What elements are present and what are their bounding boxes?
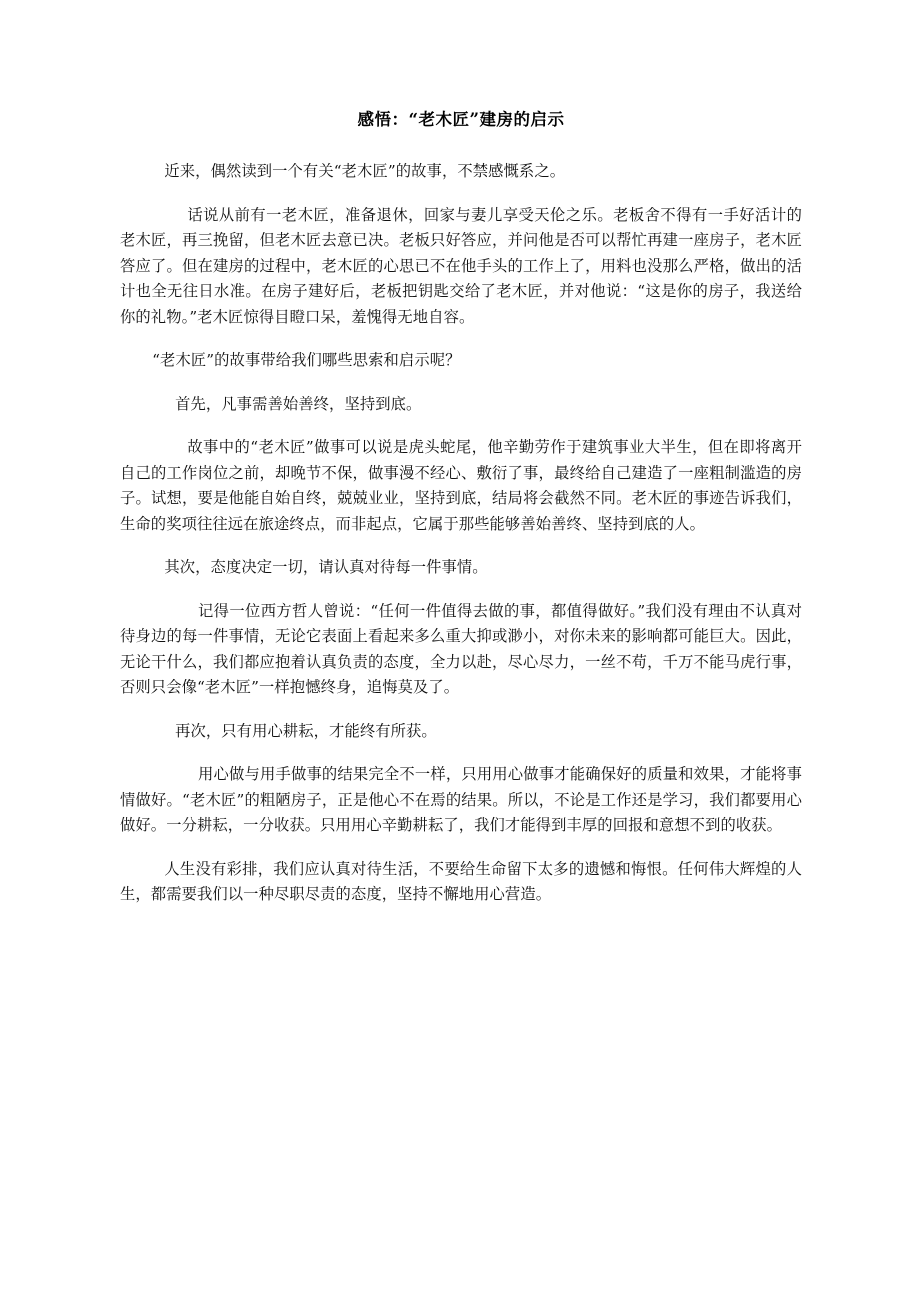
paragraph-3: “老木匠”的故事带给我们哪些思索和启示呢？ [152,351,461,370]
paragraph-2: 话说从前有一老木匠，准备退休，回家与妻儿享受天伦之乐。老板舍不得有一手好活计的老木匠，再三挽留，但老木匠去意已决。老板只好答应，并问他是否可以帮忙再建一座房子，老木匠答应了。但在建房的过程中，老木匠的心思已不在他手头的工作上了，用料也没那么严格，做出的活计也全无往日水准。在房子建好后，老板把钥匙交给了老木匠，并对他说：“这是你的房子，我送给你的礼物。”老木匠惊得目瞪口呆，羞愧得无地自容。 [120,205,802,326]
paragraph-10: 人生没有彩排，我们应认真对待生活，不要给生命留下太多的遗憾和悔恨。任何伟大辉煌的人生，都需要我们以一种尽职尽责的态度，坚持不懈地用心营造。 [120,859,802,904]
paragraph-7: 记得一位西方哲人曾说：“任何一件值得去做的事，都值得做好。”我们没有理由不认真对待身边的每一件事情，无论它表面上看起来多么重大抑或渺小，对你未来的影响都可能巨大。因此，无论干什么，我们都应抱着认真负责的态度，全力以赴，尽心尽力，一丝不苟，千万不能马虎行事，否则只会像“老木匠”一样抱憾终身，追悔莫及了。 [120,601,802,697]
document-body [120,159,802,908]
paragraph-4: 首先，凡事需善始善终，坚持到底。 [175,394,422,413]
paragraph-1: 近来，偶然读到一个有关“老木匠”的故事，不禁感慨系之。 [164,162,566,181]
paragraph-5: 故事中的“老木匠”做事可以说是虎头蛇尾，他辛勤劳作于建筑事业大半生，但在即将离开自己的工作岗位之前，却晚节不保，做事漫不经心、敷衍了事，最终给自己建造了一座粗制滥造的房子。试想，要是他能自始自终，兢兢业业，坚持到底，结局将会截然不同。老木匠的事迹告诉我们，生命的奖项往往远在旅途终点，而非起点，它属于那些能够善始善终、坚持到底的人。 [120,438,802,533]
paragraph-8: 再次，只有用心耕耘，才能终有所获。 [175,721,437,740]
paragraph-9: 用心做与用手做事的结果完全不一样，只用用心做事才能确保好的质量和效果，才能将事情做好。“老木匠”的粗陋房子，正是他心不在焉的结果。所以，不论是工作还是学习，我们都要用心做好。一分耕耘，一分收获。只用用心辛勤耕耘了，我们才能得到丰厚的回报和意想不到的收获。 [120,765,802,835]
paragraph-6: 其次，态度决定一切，请认真对待每一件事情。 [164,558,488,577]
document-content [120,0,802,922]
page-title: 感悟：“老木匠”建房的启示 [357,110,565,129]
